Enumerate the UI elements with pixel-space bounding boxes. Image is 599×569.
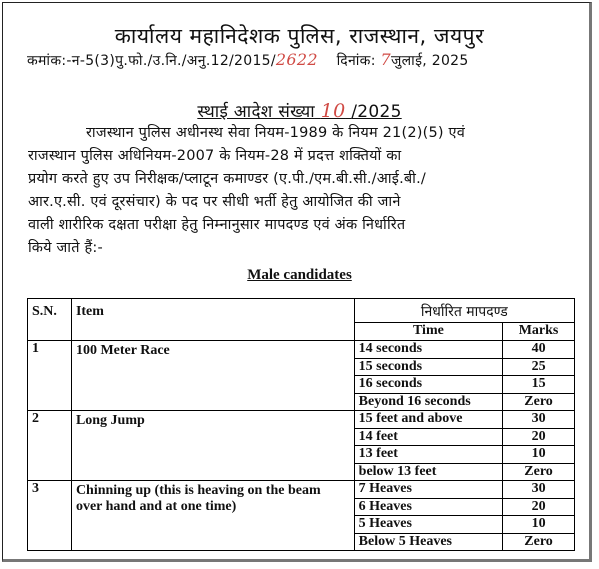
paragraph-line: राजस्थान पुलिस अधीनस्थ सेवा नियम-1989 के नियम 21(2)(5) एवं: [86, 125, 466, 141]
criteria-time: Beyond 16 seconds: [354, 393, 502, 411]
order-title: [0, 99, 599, 122]
criteria-marks: 15: [503, 376, 575, 394]
paragraph-line: प्रयोग करते हुए उप निरीक्षक/प्लाटून कमाण्डर (ए.पी./एम.बी.सी./आई.बी./: [28, 171, 427, 187]
order-title-prefix: स्थाई आदेश संख्या: [197, 102, 315, 122]
criteria-time: 5 Heaves: [354, 516, 502, 534]
event-sn: 2: [28, 411, 72, 481]
criteria-marks: Zero: [503, 463, 575, 481]
criteria-marks: 20: [503, 498, 575, 516]
criteria-time: 7 Heaves: [354, 481, 502, 499]
criteria-time: 14 seconds: [354, 341, 502, 359]
criteria-time: below 13 feet: [354, 463, 502, 481]
event-item: Long Jump: [71, 411, 354, 481]
criteria-table: [27, 298, 575, 551]
order-year: /2025: [351, 102, 402, 122]
header-criteria: निर्धारित मापदण्ड: [354, 299, 574, 323]
table-header-row: [28, 299, 575, 323]
criteria-marks: Zero: [503, 533, 575, 551]
reference-line: [27, 50, 469, 70]
paragraph-line: वाली शारीरिक दक्षता परीक्षा हेतु निम्नानुसार मापदण्ड एवं अंक निर्धारित: [28, 217, 406, 233]
criteria-time: Below 5 Heaves: [354, 533, 502, 551]
criteria-marks: 10: [503, 446, 575, 464]
criteria-marks: 30: [503, 481, 575, 499]
date-day-handwritten: 7: [380, 50, 391, 69]
criteria-time: 13 feet: [354, 446, 502, 464]
event-item: 100 Meter Race: [71, 341, 354, 411]
criteria-marks: 40: [503, 341, 575, 359]
criteria-time: 16 seconds: [354, 376, 502, 394]
table-row: [28, 341, 575, 359]
event-sn: 1: [28, 341, 72, 411]
date-label: दिनांक:: [336, 53, 376, 69]
criteria-marks: 25: [503, 358, 575, 376]
event-sn: 3: [28, 481, 72, 551]
table-row: [28, 481, 575, 499]
header-marks: Marks: [503, 323, 575, 341]
paragraph-line: राजस्थान पुलिस अधिनियम-2007 के नियम-28 में प्रदत्त शक्तियों का: [28, 148, 402, 164]
paragraph-line: किये जाते हैं:-: [28, 240, 103, 256]
criteria-time: 15 seconds: [354, 358, 502, 376]
reference-prefix: कमांक:-न-5(3)पु.फो./उ.नि./अनु.12/2015/: [27, 53, 276, 69]
reference-number-handwritten: 2622: [275, 50, 318, 69]
criteria-marks: Zero: [503, 393, 575, 411]
office-heading: कार्यालय महानिदेशक पुलिस, राजस्थान, जयपुर: [114, 24, 485, 48]
criteria-marks: 20: [503, 428, 575, 446]
table-row: [28, 411, 575, 429]
criteria-marks: 30: [503, 411, 575, 429]
criteria-time: 6 Heaves: [354, 498, 502, 516]
order-number-handwritten: 10: [320, 100, 346, 122]
criteria-time: 15 feet and above: [354, 411, 502, 429]
header-sn: S.N.: [28, 299, 72, 341]
criteria-time: 14 feet: [354, 428, 502, 446]
event-item: Chinning up (this is heaving on the beam over hand and at one time): [71, 481, 354, 551]
paragraph-line: आर.ए.सी. एवं दूरसंचार) के पद पर सीधी भर्ती हेतु आयोजित की जाने: [28, 194, 401, 210]
header-time: Time: [354, 323, 502, 341]
section-subheading: Male candidates: [247, 267, 352, 283]
date-suffix: जुलाई, 2025: [390, 53, 469, 69]
criteria-marks: 10: [503, 516, 575, 534]
header-item: Item: [71, 299, 354, 341]
order-paragraph: [28, 122, 566, 260]
